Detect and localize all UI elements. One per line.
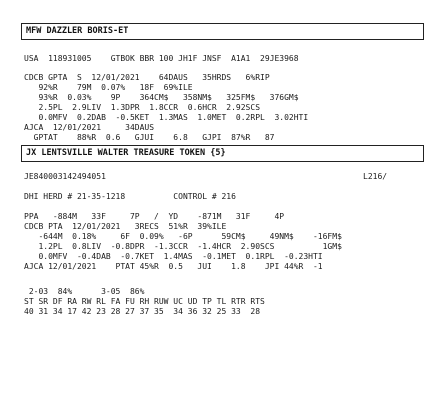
sire-registration-line: USA 118931005 GTBOK BBR 100 JH1F JNSF A1A1 29JE3968 (24, 54, 299, 63)
sire-cdcb-line: CDCB GPTA S 12/01/2021 64DAUS 35HRDS 6%RIP (24, 73, 270, 82)
sire-name-header: MFW DAZZLER BORIS-ET (21, 23, 424, 40)
cow-id-line: JE840003142494051 (24, 172, 106, 181)
sire-gptat-line: GPTAT 88%R 0.6 GJUI 6.8 GJPI 87%R 87 (24, 133, 275, 142)
cow-trait-header-line: ST SR DF RA RW RL FA FU RH RUW UC UD TP TL RTR RTS (24, 297, 265, 306)
cow-ajca-line: AJCA 12/01/2021 PTAT 45%R 0.5 JUI 1.8 JPI 44%R -1 (24, 262, 323, 271)
sire-index-line: 93%R 0.03% 9P 364CM$ 358NM$ 325FM$ 376GM$ (24, 93, 299, 102)
cow-id-right: L216/ (363, 172, 388, 181)
cow-ppa-line: PPA -884M 33F 7P / YD -871M 31F 4P (24, 212, 285, 221)
sire-ajca-line: AJCA 12/01/2021 34DAUS (24, 123, 155, 132)
cow-production-line: -644M 0.18% 6F 0.09% -6P 59CM$ 49NM$ -16FM$ (24, 232, 342, 241)
cow-health-line-2: 0.0MFV -0.4DAB -0.7KET 1.4MAS -0.1MET 0.1RPL -0.23HTI (24, 252, 323, 261)
cow-name-header: JX LENTSVILLE WALTER TREASURE TOKEN {5} (21, 145, 424, 162)
sire-production-line: 92%R 79M 0.07% 18F 69%ILE (24, 83, 193, 92)
cow-classification-line: 2-03 84% 3-05 86% (24, 287, 145, 296)
cow-health-line: 1.2PL 0.8LIV -0.8DPR -1.3CCR -1.4HCR 2.90SCS 1GM$ (24, 242, 342, 251)
sire-health-line: 2.5PL 2.9LIV 1.3DPR 1.8CCR 0.6HCR 2.92SCS (24, 103, 261, 112)
cow-trait-values-line: 40 31 34 17 42 23 28 27 37 35 34 36 32 25 33 28 (24, 307, 261, 316)
cow-cdcb-line: CDCB PTA 12/01/2021 3RECS 51%R 39%ILE (24, 222, 227, 231)
sire-health-line-2: 0.0MFV 0.2DAB -0.5KET 1.3MAS 1.0MET 0.2RPL 3.02HTI (24, 113, 309, 122)
cow-herd-line: DHI HERD # 21-35-1218 CONTROL # 216 (24, 192, 236, 201)
